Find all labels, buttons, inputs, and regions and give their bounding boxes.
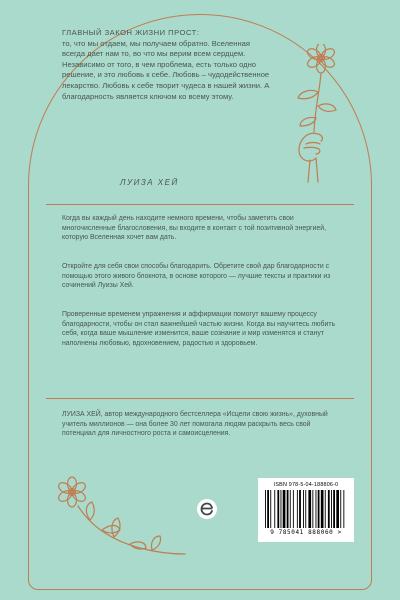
- hand-holding-flower-icon: [288, 44, 344, 194]
- quote-block: [62, 28, 272, 102]
- barcode-bars: [264, 490, 348, 528]
- body-paragraph-1: Когда вы каждый день находите немного времени, чтобы заметить свои многочисленные благословения, вы входите в контакт с той позитивной энергией, которую Вселенная хочет вам дать.: [62, 215, 327, 242]
- quote-author: ЛУИЗА ХЕЙ: [120, 178, 179, 187]
- quote-text: то, что мы отдаем, мы получаем обратно. Вселенная всегда дает нам то, во что мы верим всем сердцем. Независимо от того, в чем проблема, есть только одно решение, и это любовь к себе. Любовь – чудодейственное лекарство. Любовь к себе творит чудеса в нашей жизни. А благодарность является ключом ко всему этому.: [62, 38, 270, 101]
- author-bio: ЛУИЗА ХЕЙ, автор международного бестселлера «Исцели свою жизнь», духовный учитель миллионов — она более 30 лет помогала людям раскрыть весь свой потенциал для личностного роста и самоисцеления.: [62, 411, 328, 438]
- top-divider: [46, 204, 354, 205]
- barcode-digits: 9 785041 888060 >: [270, 529, 342, 536]
- middle-divider: [46, 398, 354, 399]
- body-paragraph-3: Проверенные временем упражнения и аффирмации помогут вашему процессу благодарности, чтобы он стал важнейшей частью жизни. Когда вы научитесь любить себя, когда ваше мышление изменится, ваше сознание и мир изменятся и станут наполнены любовью, вдохновением, радостью и здоровьем.: [62, 311, 336, 347]
- eksmo-logo-icon: [196, 498, 218, 520]
- flowering-branch-icon: [40, 470, 190, 570]
- quote-heading: ГЛАВНЫЙ ЗАКОН ЖИЗНИ ПРОСТ:: [62, 28, 200, 37]
- isbn-label: ISBN 978-5-04-188806-0: [273, 482, 339, 488]
- body-paragraph-2: Откройте для себя свои способы благодарить. Обретите свой дар благодарности с помощью этого живого блокнота, в основе которого — лучшие тексты и практики из сочинений Луизы Хей.: [62, 263, 331, 290]
- barcode-box: [258, 478, 354, 542]
